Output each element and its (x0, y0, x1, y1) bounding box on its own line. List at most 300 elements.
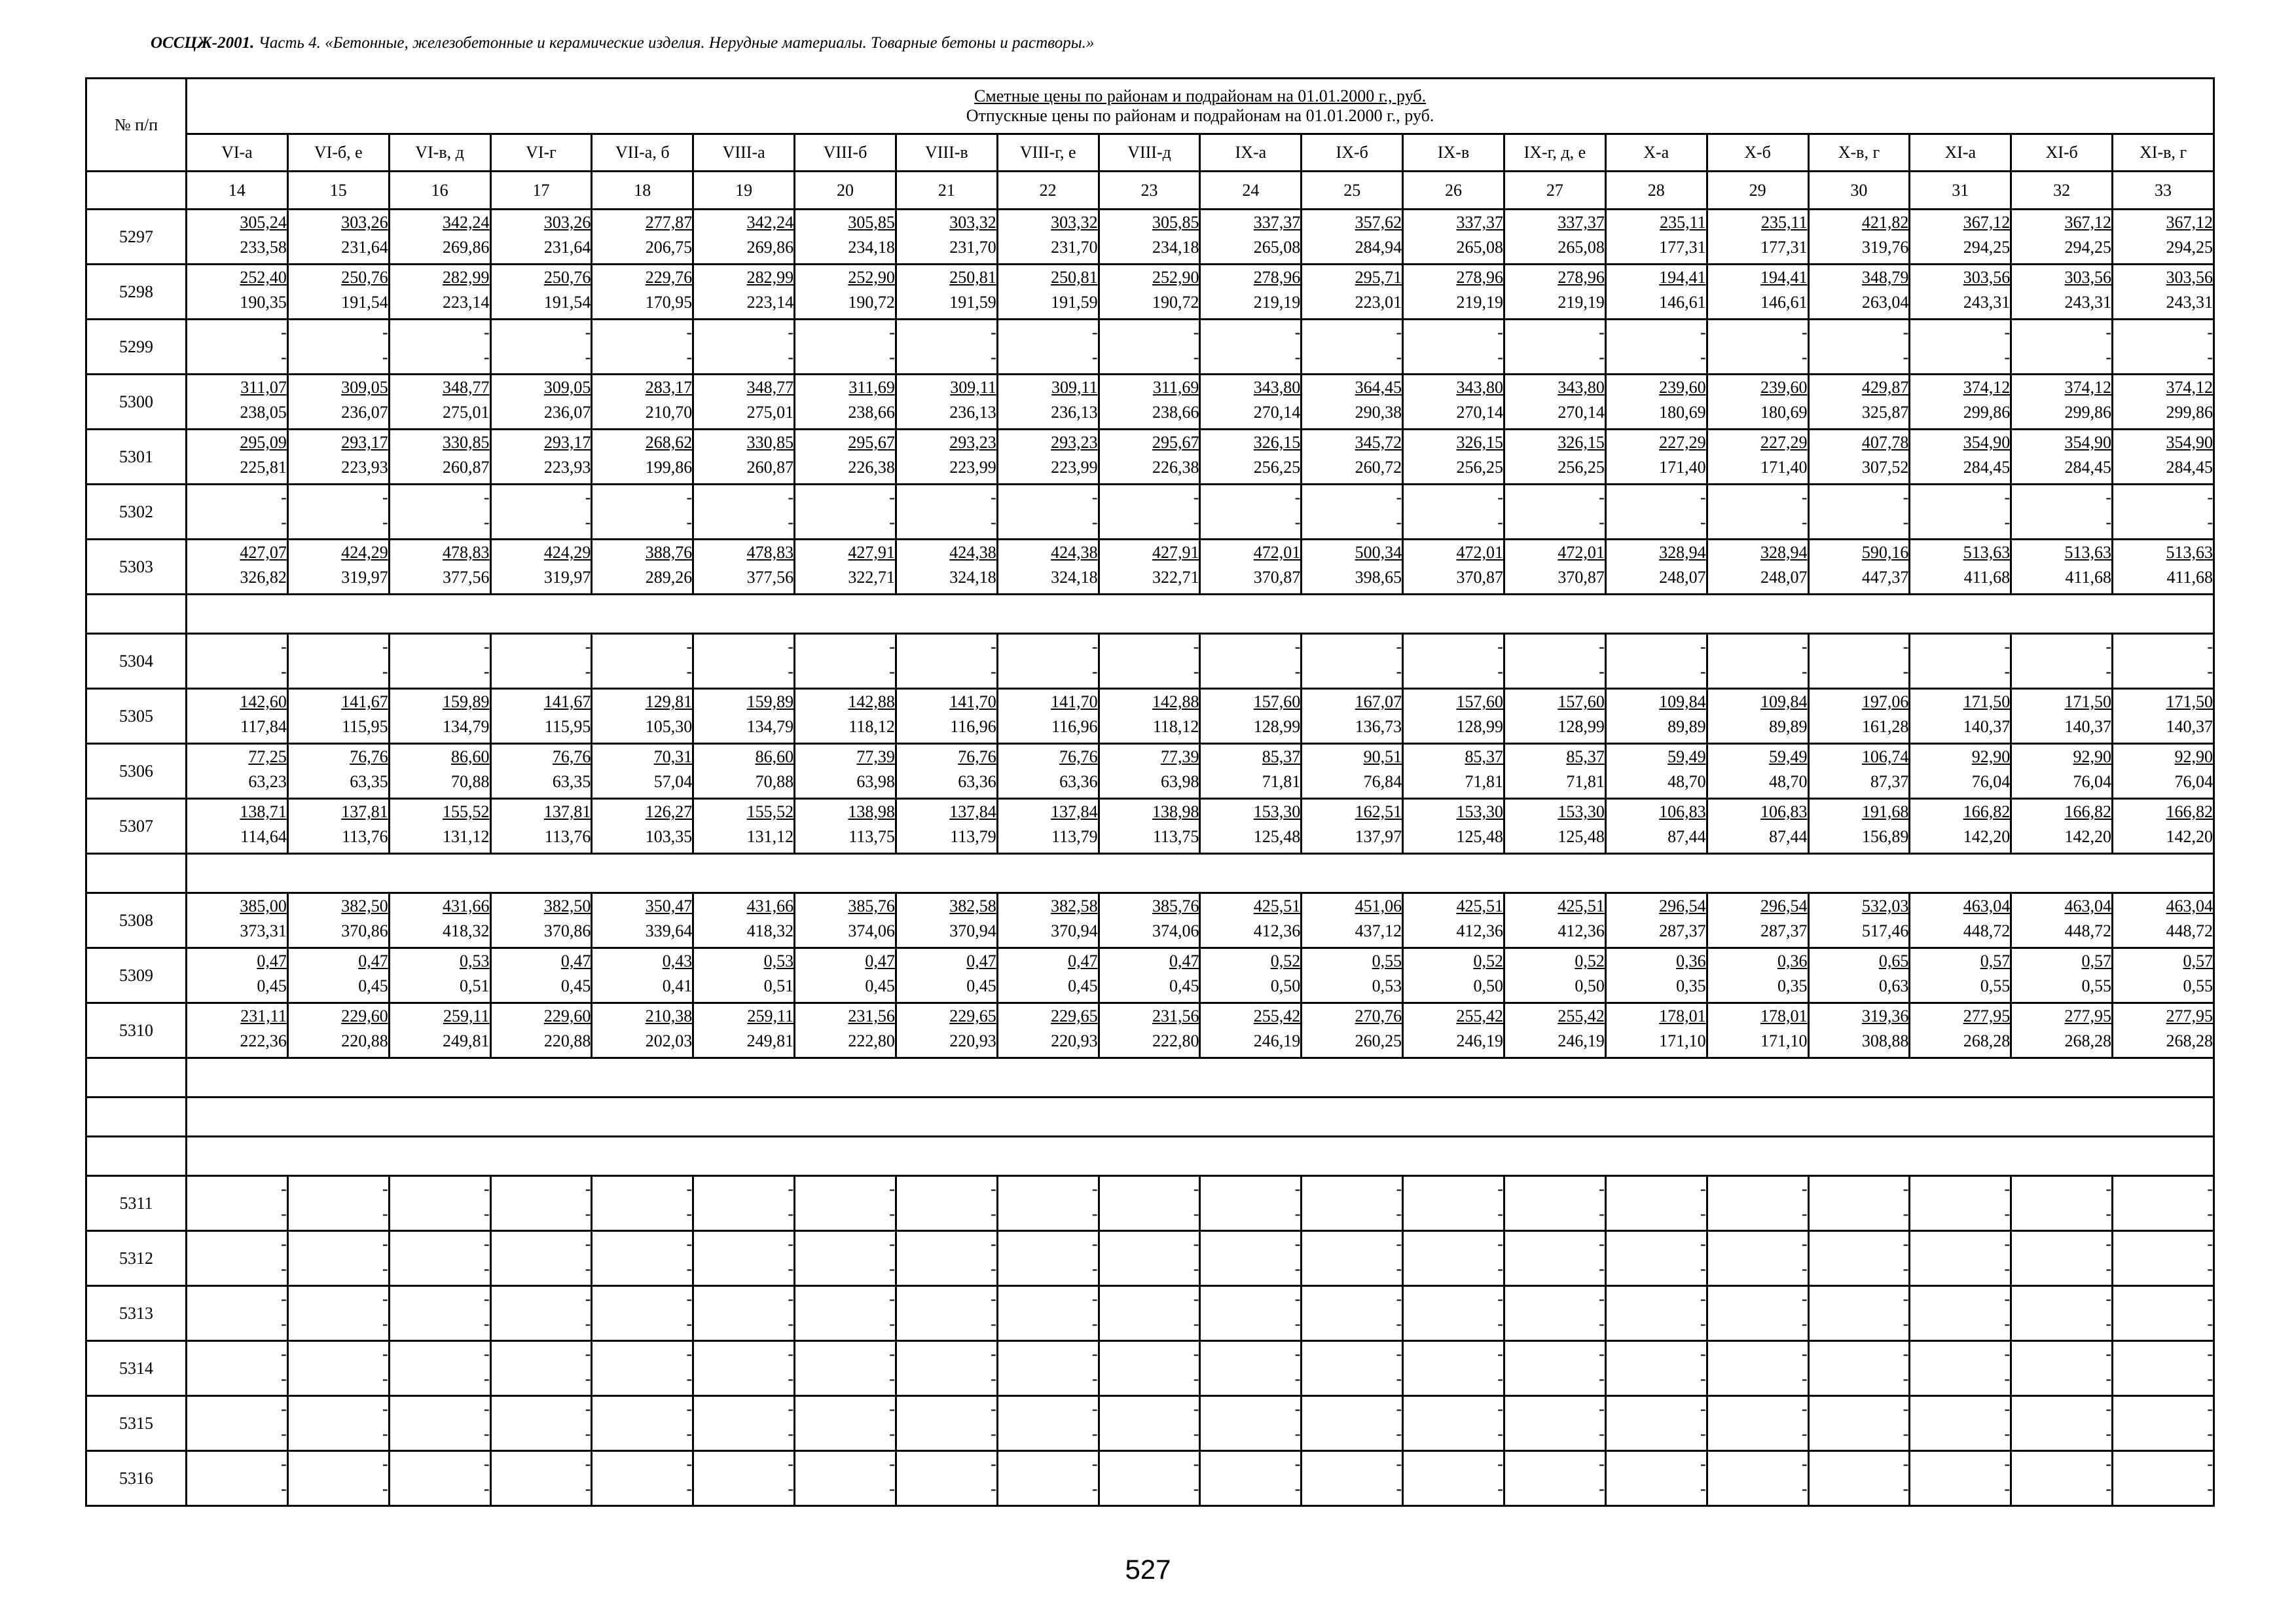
price-cell (693, 1231, 795, 1286)
empty-estimate-price: - (382, 323, 388, 342)
price-cell (795, 430, 896, 485)
estimate-price: 109,84 (1760, 692, 1808, 711)
price-cell (2113, 1231, 2214, 1286)
empty-release-price: - (1193, 1479, 1199, 1498)
estimate-price: 330,85 (746, 433, 794, 452)
table-row (86, 1396, 2214, 1451)
release-price: 260,87 (443, 458, 490, 477)
estimate-price: 85,37 (1566, 747, 1605, 766)
price-header (187, 79, 2214, 134)
release-price: 210,70 (645, 403, 693, 422)
price-cell (1200, 1286, 1302, 1341)
empty-release-price: - (1801, 1479, 1808, 1498)
release-price: 87,44 (1769, 827, 1808, 846)
release-price: 114,64 (240, 827, 287, 846)
estimate-price: 0,47 (966, 951, 996, 970)
empty-estimate-price: - (2004, 488, 2011, 507)
price-cell (187, 1451, 288, 1506)
price-cell (2011, 1451, 2113, 1506)
release-price: 190,35 (240, 293, 287, 312)
price-cell (693, 1396, 795, 1451)
empty-release-price: - (483, 1204, 490, 1223)
column-number: 16 (389, 172, 490, 210)
price-cell (1605, 799, 1707, 854)
estimate-price-header: Сметные цены по районам и подрайонам на 01.01.2000 г., руб. (974, 86, 1427, 105)
price-cell (1504, 1341, 1605, 1396)
empty-release-price: - (483, 1369, 490, 1388)
empty-estimate-price: - (483, 1289, 490, 1308)
price-table (85, 77, 2215, 1507)
empty-estimate-price: - (889, 1454, 895, 1473)
empty-estimate-price: - (1396, 1344, 1402, 1363)
price-cell (1707, 689, 1808, 744)
empty-estimate-price: - (686, 323, 693, 342)
estimate-price: 166,82 (2166, 802, 2214, 821)
empty-release-price: - (991, 1369, 996, 1388)
release-price: 370,87 (1558, 568, 1605, 587)
price-cell (1808, 1396, 1910, 1451)
empty-release-price: - (1497, 1259, 1503, 1278)
empty-estimate-price: - (1193, 323, 1199, 342)
release-price: 76,04 (2174, 772, 2214, 791)
release-price: 171,10 (1659, 1031, 1706, 1050)
estimate-price: 70,31 (653, 747, 693, 766)
price-cell (1302, 1003, 1403, 1058)
price-cell (1302, 320, 1403, 375)
price-cell (187, 210, 288, 265)
price-cell (1910, 799, 2011, 854)
estimate-price: 109,84 (1659, 692, 1706, 711)
empty-estimate-price: - (1396, 323, 1402, 342)
price-cell (490, 1286, 592, 1341)
release-price: 370,94 (1051, 921, 1098, 940)
empty-estimate-price: - (2105, 488, 2112, 507)
estimate-price: 326,15 (1456, 433, 1503, 452)
estimate-price: 0,47 (257, 951, 287, 970)
empty-estimate-price: - (281, 1234, 287, 1253)
blank-cell (187, 1098, 2214, 1137)
price-cell (693, 1286, 795, 1341)
price-cell (1200, 210, 1302, 265)
estimate-price: 268,62 (645, 433, 693, 452)
empty-release-price: - (1396, 662, 1402, 681)
empty-estimate-price: - (585, 637, 591, 656)
price-cell (1910, 744, 2011, 799)
price-cell (1200, 1231, 1302, 1286)
empty-release-price: - (1294, 1479, 1301, 1498)
empty-release-price: - (686, 513, 693, 532)
empty-estimate-price: - (2207, 1289, 2214, 1308)
empty-release-price: - (382, 1204, 388, 1223)
empty-release-price: - (1396, 513, 1402, 532)
price-cell (1910, 1231, 2011, 1286)
release-price: 412,36 (1456, 921, 1503, 940)
empty-estimate-price: - (1700, 1234, 1706, 1253)
estimate-price: 138,98 (1152, 802, 1199, 821)
price-cell (1504, 485, 1605, 540)
estimate-price: 0,55 (1372, 951, 1402, 970)
release-price: 226,38 (1152, 458, 1199, 477)
estimate-price: 425,51 (1253, 896, 1301, 915)
price-cell (1707, 893, 1808, 948)
price-cell (1707, 1341, 1808, 1396)
estimate-price: 239,60 (1760, 378, 1808, 397)
estimate-price: 86,60 (755, 747, 794, 766)
price-cell (1707, 634, 1808, 689)
price-cell (896, 540, 997, 595)
price-cell (1302, 540, 1403, 595)
empty-estimate-price: - (889, 1344, 895, 1363)
empty-release-price: - (2004, 1204, 2011, 1223)
estimate-price: 342,24 (746, 213, 794, 232)
empty-estimate-price: - (1903, 1234, 1909, 1253)
price-cell (389, 540, 490, 595)
estimate-price: 282,99 (746, 268, 794, 287)
release-price: 0,45 (865, 976, 895, 995)
release-price: 89,89 (1667, 717, 1706, 736)
price-cell (1099, 210, 1200, 265)
empty-release-price: - (889, 1314, 895, 1333)
release-price: 248,07 (1760, 568, 1808, 587)
empty-release-price: - (2105, 348, 2112, 367)
price-cell (1504, 320, 1605, 375)
estimate-price: 250,81 (1051, 268, 1098, 287)
price-cell (1302, 744, 1403, 799)
empty-estimate-price: - (889, 637, 895, 656)
estimate-price: 293,23 (949, 433, 996, 452)
region-header: VIII-б (795, 134, 896, 172)
price-cell (1808, 1451, 1910, 1506)
release-price: 113,79 (1051, 827, 1098, 846)
estimate-price: 311,07 (240, 378, 287, 397)
release-price: 63,36 (1059, 772, 1098, 791)
price-cell (795, 1286, 896, 1341)
price-cell (1403, 948, 1504, 1003)
estimate-price: 421,82 (1861, 213, 1909, 232)
estimate-price: 235,11 (1660, 213, 1706, 232)
empty-release-price: - (1801, 1369, 1808, 1388)
release-price: 118,12 (1152, 717, 1199, 736)
price-cell (592, 1341, 693, 1396)
price-cell (1808, 1003, 1910, 1058)
empty-estimate-price: - (483, 488, 490, 507)
price-cell (795, 210, 896, 265)
price-cell (1099, 799, 1200, 854)
release-price: 128,99 (1253, 717, 1301, 736)
table-row (86, 893, 2214, 948)
region-header: VI-г (490, 134, 592, 172)
price-cell (287, 375, 389, 430)
estimate-price: 92,90 (2174, 747, 2214, 766)
estimate-price: 252,40 (240, 268, 287, 287)
price-cell (997, 210, 1099, 265)
empty-estimate-price: - (382, 637, 388, 656)
empty-release-price: - (1801, 1314, 1808, 1333)
empty-estimate-price: - (1801, 1179, 1808, 1198)
estimate-price: 155,52 (443, 802, 490, 821)
price-cell (2113, 799, 2214, 854)
release-price: 87,37 (1870, 772, 1909, 791)
price-cell (287, 1396, 389, 1451)
estimate-price: 330,85 (443, 433, 490, 452)
release-price: 71,81 (1465, 772, 1503, 791)
release-price: 246,19 (1253, 1031, 1301, 1050)
estimate-price: 277,95 (2064, 1006, 2112, 1025)
price-cell (1302, 430, 1403, 485)
price-cell (1808, 948, 1910, 1003)
estimate-price: 92,90 (1971, 747, 2011, 766)
empty-estimate-price: - (2207, 1399, 2214, 1418)
price-cell (187, 744, 288, 799)
document-code: ОССЦЖ-2001. (151, 34, 255, 52)
price-cell (1605, 375, 1707, 430)
empty-estimate-price: - (991, 637, 996, 656)
price-cell (2011, 634, 2113, 689)
price-cell (287, 1451, 389, 1506)
release-price: 238,66 (1152, 403, 1199, 422)
price-cell (1302, 799, 1403, 854)
price-cell (592, 265, 693, 320)
empty-estimate-price: - (1497, 637, 1503, 656)
price-cell (1504, 210, 1605, 265)
empty-estimate-price: - (1396, 1179, 1402, 1198)
empty-estimate-price: - (585, 1454, 591, 1473)
release-price: 236,13 (1051, 403, 1098, 422)
row-number: 5316 (86, 1451, 187, 1506)
empty-estimate-price: - (1091, 1454, 1098, 1473)
price-cell (1302, 1451, 1403, 1506)
estimate-price: 0,52 (1575, 951, 1605, 970)
release-price: 339,64 (645, 921, 693, 940)
release-price: 223,93 (543, 458, 591, 477)
empty-estimate-price: - (1599, 1234, 1605, 1253)
estimate-price: 0,57 (2081, 951, 2112, 970)
price-cell (1707, 320, 1808, 375)
row-number: 5301 (86, 430, 187, 485)
price-cell (2011, 320, 2113, 375)
estimate-price: 0,47 (358, 951, 388, 970)
release-price: 63,36 (958, 772, 996, 791)
empty-release-price: - (281, 1369, 287, 1388)
price-cell (287, 210, 389, 265)
row-number: 5302 (86, 485, 187, 540)
release-price: 265,08 (1558, 238, 1605, 257)
price-cell (1707, 1231, 1808, 1286)
release-price: 370,87 (1456, 568, 1503, 587)
price-cell (1302, 1341, 1403, 1396)
empty-estimate-price: - (1294, 637, 1301, 656)
release-price: 131,12 (746, 827, 794, 846)
price-cell (1910, 1286, 2011, 1341)
empty-estimate-price: - (991, 1179, 996, 1198)
empty-estimate-price: - (1801, 637, 1808, 656)
release-price: 140,37 (2166, 717, 2214, 736)
price-cell (1403, 320, 1504, 375)
empty-release-price: - (2105, 1479, 2112, 1498)
row-number: 5313 (86, 1286, 187, 1341)
empty-estimate-price: - (382, 488, 388, 507)
estimate-price: 157,60 (1558, 692, 1605, 711)
price-cell (795, 689, 896, 744)
table-row (86, 948, 2214, 1003)
blank-cell (86, 854, 187, 893)
release-price: 231,64 (543, 238, 591, 257)
empty-estimate-price: - (1903, 1454, 1909, 1473)
price-cell (187, 540, 288, 595)
price-cell (2011, 430, 2113, 485)
price-cell (896, 1003, 997, 1058)
empty-release-price: - (585, 1369, 591, 1388)
price-cell (997, 1231, 1099, 1286)
price-cell (187, 948, 288, 1003)
price-cell (592, 1231, 693, 1286)
price-cell (1403, 1286, 1504, 1341)
price-cell (2113, 430, 2214, 485)
estimate-price: 77,25 (248, 747, 287, 766)
page-number: 527 (1125, 1554, 1171, 1585)
price-cell (896, 320, 997, 375)
price-cell (795, 1396, 896, 1451)
empty-estimate-price: - (483, 1179, 490, 1198)
price-cell (592, 375, 693, 430)
table-row (86, 1231, 2214, 1286)
estimate-price: 472,01 (1456, 543, 1503, 562)
row-number: 5300 (86, 375, 187, 430)
price-cell (1504, 1003, 1605, 1058)
empty-release-price: - (788, 1259, 794, 1278)
empty-release-price: - (686, 1204, 693, 1223)
estimate-price: 295,09 (240, 433, 287, 452)
column-number: 20 (795, 172, 896, 210)
release-price: 156,89 (1861, 827, 1909, 846)
empty-estimate-price: - (2105, 1454, 2112, 1473)
estimate-price: 295,67 (1152, 433, 1199, 452)
empty-release-price: - (1599, 1369, 1605, 1388)
release-price: 370,87 (1253, 568, 1301, 587)
estimate-price: 311,69 (1152, 378, 1199, 397)
empty-release-price: - (991, 1314, 996, 1333)
row-number: 5309 (86, 948, 187, 1003)
estimate-price: 77,39 (1160, 747, 1199, 766)
price-cell (896, 1286, 997, 1341)
price-cell (1605, 1286, 1707, 1341)
release-price: 0,45 (560, 976, 591, 995)
price-cell (1910, 375, 2011, 430)
region-header: IX-а (1200, 134, 1302, 172)
estimate-price: 513,63 (1963, 543, 2011, 562)
price-cell (187, 634, 288, 689)
price-cell (795, 634, 896, 689)
empty-estimate-price: - (686, 1289, 693, 1308)
empty-estimate-price: - (991, 488, 996, 507)
release-price: 222,80 (1152, 1031, 1199, 1050)
price-cell (1099, 1451, 1200, 1506)
empty-release-price: - (1497, 513, 1503, 532)
release-price: 437,12 (1355, 921, 1402, 940)
empty-estimate-price: - (788, 1179, 794, 1198)
price-cell (1808, 1176, 1910, 1231)
price-cell (187, 265, 288, 320)
price-cell (1910, 1341, 2011, 1396)
price-cell (795, 1003, 896, 1058)
price-cell (287, 1003, 389, 1058)
empty-estimate-price: - (382, 1399, 388, 1418)
empty-estimate-price: - (2105, 1289, 2112, 1308)
estimate-price: 472,01 (1558, 543, 1605, 562)
release-price: 171,40 (1659, 458, 1706, 477)
empty-release-price: - (686, 1479, 693, 1498)
empty-estimate-price: - (1903, 1399, 1909, 1418)
empty-release-price: - (788, 662, 794, 681)
release-price: 0,55 (1980, 976, 2011, 995)
price-cell (693, 265, 795, 320)
price-cell (1910, 1176, 2011, 1231)
release-price: 191,59 (1051, 293, 1098, 312)
price-cell (490, 634, 592, 689)
price-cell (1200, 1396, 1302, 1451)
release-price: 308,88 (1861, 1031, 1909, 1050)
price-cell (287, 485, 389, 540)
price-cell (490, 210, 592, 265)
price-cell (1504, 430, 1605, 485)
release-price: 256,25 (1456, 458, 1503, 477)
estimate-price: 354,90 (1963, 433, 2011, 452)
release-price: 243,31 (2166, 293, 2214, 312)
price-cell (1200, 948, 1302, 1003)
empty-estimate-price: - (1497, 1289, 1503, 1308)
empty-estimate-price: - (1396, 637, 1402, 656)
estimate-price: 59,49 (1667, 747, 1706, 766)
estimate-price: 463,04 (2064, 896, 2112, 915)
empty-estimate-price: - (483, 1399, 490, 1418)
price-cell (1504, 1231, 1605, 1286)
table-row (86, 1003, 2214, 1058)
price-cell (1302, 1176, 1403, 1231)
empty-release-price: - (1193, 1204, 1199, 1223)
price-cell (389, 210, 490, 265)
price-cell (1707, 799, 1808, 854)
empty-estimate-price: - (483, 1454, 490, 1473)
release-price: 268,28 (2166, 1031, 2214, 1050)
estimate-price: 382,58 (949, 896, 996, 915)
empty-estimate-price: - (1091, 1344, 1098, 1363)
release-price: 48,70 (1769, 772, 1808, 791)
price-cell (2011, 948, 2113, 1003)
empty-release-price: - (2105, 1369, 2112, 1388)
empty-estimate-price: - (1903, 637, 1909, 656)
price-cell (389, 375, 490, 430)
price-cell (1808, 1341, 1910, 1396)
empty-estimate-price: - (585, 1234, 591, 1253)
release-price: 89,89 (1769, 717, 1808, 736)
empty-release-price: - (585, 1314, 591, 1333)
price-cell (1504, 1176, 1605, 1231)
price-cell (1707, 948, 1808, 1003)
estimate-price: 478,83 (746, 543, 794, 562)
estimate-price: 141,70 (949, 692, 996, 711)
empty-estimate-price: - (1700, 488, 1706, 507)
estimate-price: 155,52 (746, 802, 794, 821)
estimate-price: 166,82 (2064, 802, 2112, 821)
empty-release-price: - (1193, 1369, 1199, 1388)
price-cell (1707, 744, 1808, 799)
empty-release-price: - (483, 1314, 490, 1333)
price-cell (1099, 320, 1200, 375)
blank-cell (86, 1098, 187, 1137)
estimate-price: 227,29 (1760, 433, 1808, 452)
region-header: VI-а (187, 134, 288, 172)
release-price: 249,81 (746, 1031, 794, 1050)
